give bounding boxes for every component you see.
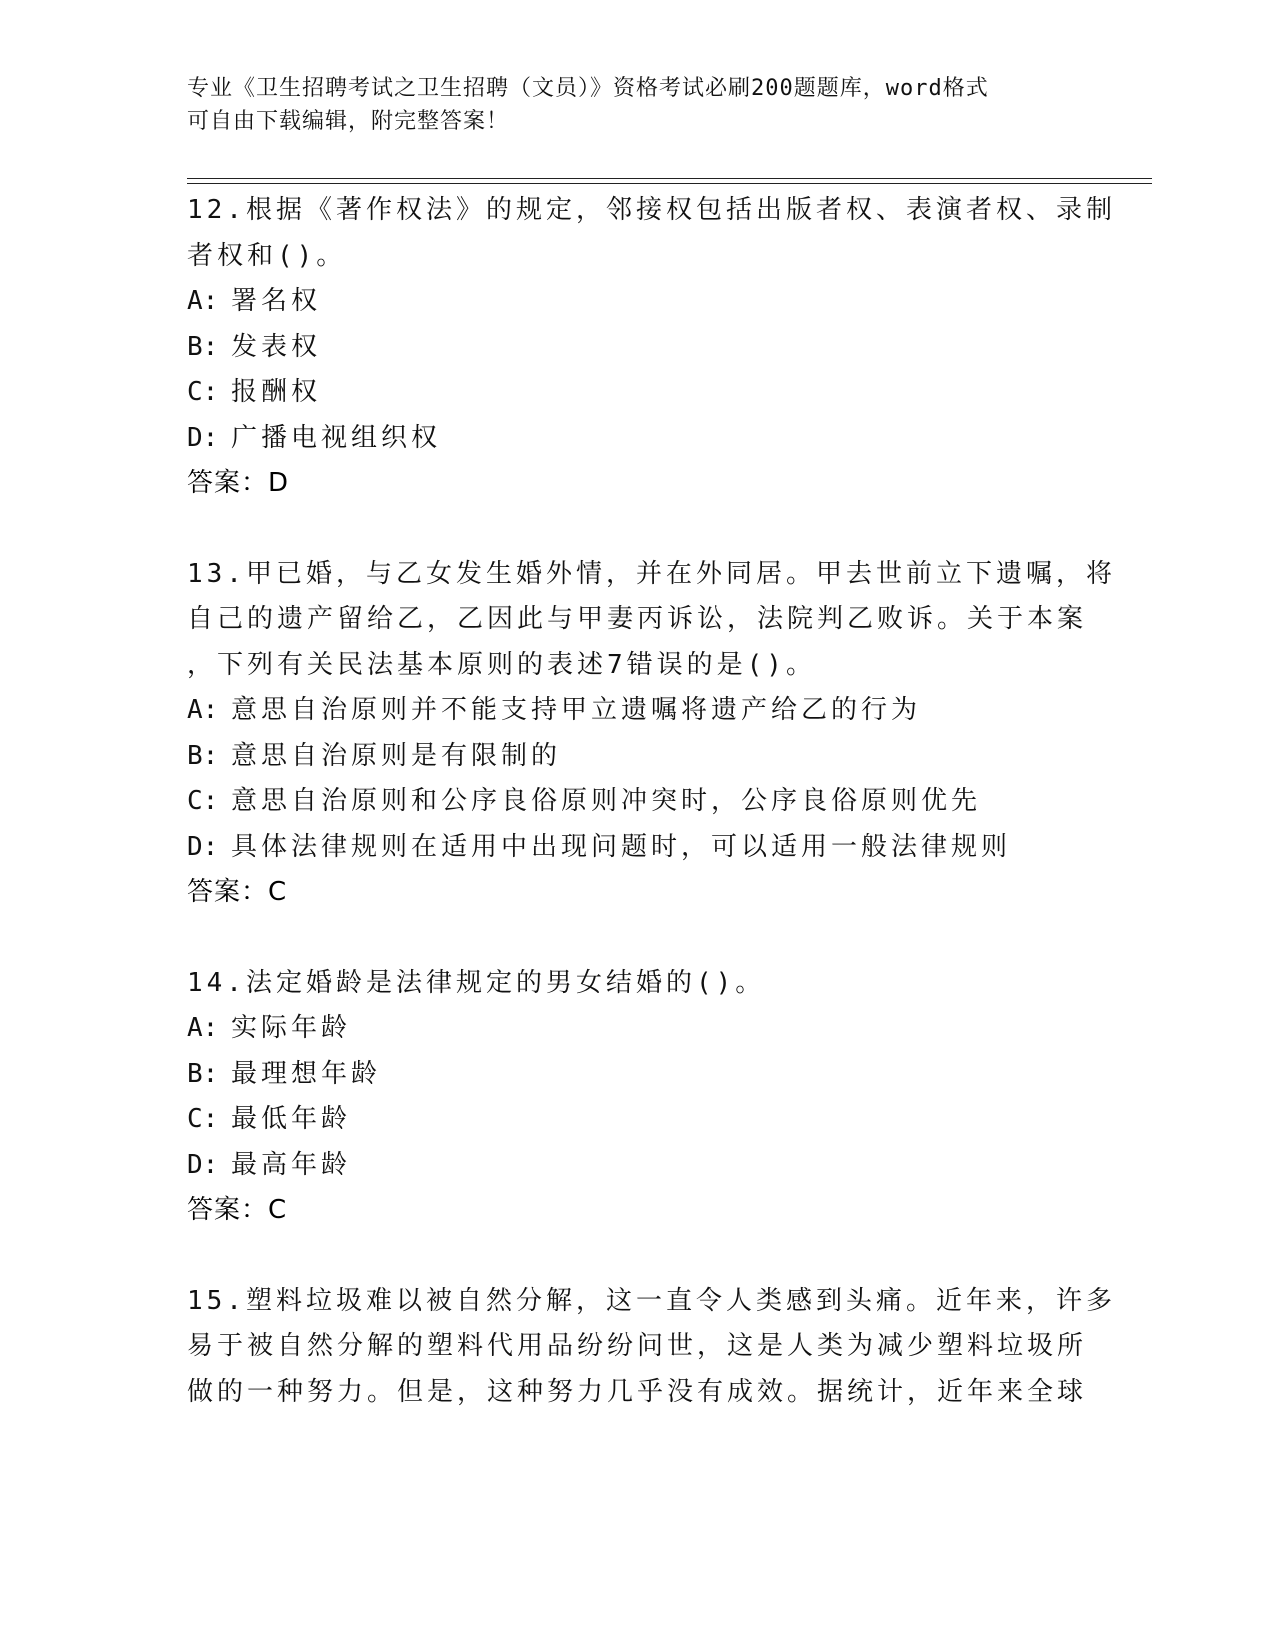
option-text: 意思自治原则是有限制的 <box>231 740 562 771</box>
option-key: C: <box>187 1104 219 1134</box>
option-key: C: <box>187 377 219 407</box>
option-key: D: <box>187 1149 219 1180</box>
question-12-option-a <box>187 279 1087 325</box>
option-text: 意思自治原则和公序良俗原则冲突时，公序良俗原则优先 <box>231 786 982 816</box>
option-text: 意思自治原则并不能支持甲立遗嘱将遗产给乙的行为 <box>231 695 922 725</box>
question-12 <box>187 188 1116 507</box>
option-key: D: <box>187 422 219 453</box>
question-15 <box>187 1279 1116 1416</box>
question-14-option-d <box>187 1143 1087 1189</box>
question-15-line-3: 做的一种努力。但是，这种努力几乎没有成效。据统计，近年来全球 <box>187 1376 1088 1407</box>
question-12-line-1: 12.根据《著作权法》的规定，邻接权包括出版者权、表演者权、录制 <box>187 195 1116 225</box>
header-divider-bottom <box>187 183 1152 184</box>
option-text: 最理想年龄 <box>231 1058 382 1089</box>
question-14-option-b <box>187 1052 1087 1098</box>
option-key: B: <box>187 331 219 362</box>
question-13 <box>187 552 1116 916</box>
question-list <box>187 188 1116 1415</box>
option-text: 实际年龄 <box>231 1013 352 1043</box>
question-14-option-c <box>187 1097 1087 1143</box>
question-14-line-1: 14.法定婚龄是法律规定的男女结婚的()。 <box>187 967 766 998</box>
spacer <box>187 916 1087 961</box>
option-text: 最低年龄 <box>231 1104 352 1134</box>
spacer <box>187 1234 1087 1279</box>
question-15-line-2: 易于被自然分解的塑料代用品纷纷问世，这是人类为减少塑料垃圾所 <box>187 1331 1088 1361</box>
question-14 <box>187 961 1087 1234</box>
option-key: A: <box>187 695 219 725</box>
option-text: 报酬权 <box>231 377 322 407</box>
question-13-option-a <box>187 688 1087 734</box>
question-13-line-1: 13.甲已婚，与乙女发生婚外情，并在外同居。甲去世前立下遗嘱，将 <box>187 558 1116 589</box>
document-header <box>187 72 1087 138</box>
option-text: 具体法律规则在适用中出现问题时，可以适用一般法律规则 <box>231 831 1012 862</box>
header-line-1: 专业《卫生招聘考试之卫生招聘（文员）》资格考试必刷200题题库，word格式 <box>187 76 989 101</box>
option-text: 最高年龄 <box>231 1149 352 1180</box>
question-12-option-c <box>187 370 1087 416</box>
question-12-option-b <box>187 325 1087 371</box>
option-key: A: <box>187 286 219 316</box>
question-13-option-b <box>187 734 1087 780</box>
question-12-option-d <box>187 416 1087 462</box>
question-14-answer: 答案：C <box>187 1195 288 1225</box>
spacer <box>187 507 1087 552</box>
option-key: C: <box>187 786 219 816</box>
question-12-line-2: 者权和()。 <box>187 240 347 271</box>
header-line-2: 可自由下载编辑，附完整答案！ <box>187 109 510 134</box>
question-13-option-d <box>187 825 1087 871</box>
question-13-line-2: 自己的遗产留给乙，乙因此与甲妻丙诉讼，法院判乙败诉。关于本案 <box>187 604 1088 634</box>
option-text: 广播电视组织权 <box>231 422 442 453</box>
option-key: B: <box>187 740 219 771</box>
option-text: 署名权 <box>231 286 322 316</box>
question-13-option-c <box>187 779 1087 825</box>
option-key: A: <box>187 1013 219 1043</box>
question-12-answer: 答案：D <box>187 468 290 498</box>
header-divider-top <box>187 178 1152 179</box>
question-13-answer: 答案：C <box>187 877 288 907</box>
option-key: D: <box>187 831 219 862</box>
question-13-line-3: ，下列有关民法基本原则的表述7错误的是()。 <box>187 649 816 680</box>
question-14-option-a <box>187 1006 1087 1052</box>
option-key: B: <box>187 1058 219 1089</box>
question-15-line-1: 15.塑料垃圾难以被自然分解，这一直令人类感到头痛。近年来，许多 <box>187 1285 1116 1316</box>
option-text: 发表权 <box>231 331 322 362</box>
